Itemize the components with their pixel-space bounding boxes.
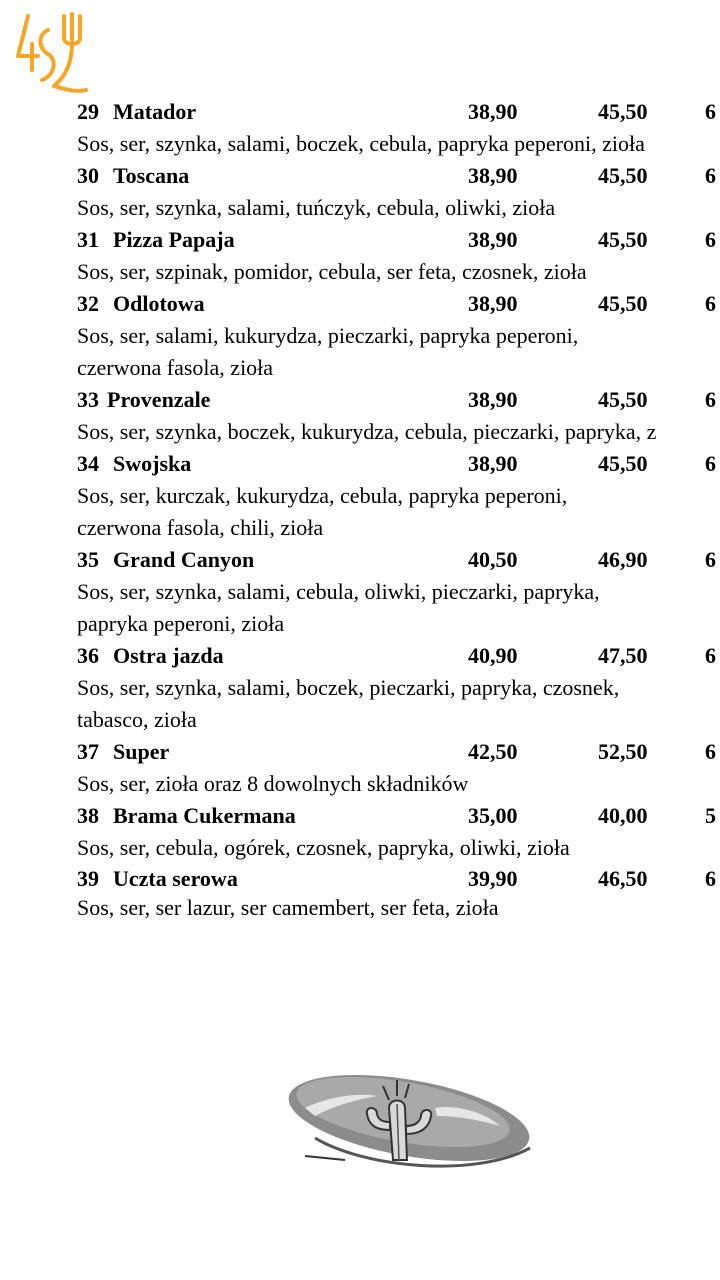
price-large: 6 — [705, 99, 716, 124]
price-small: 40,50 — [468, 547, 518, 572]
menu-item-header — [77, 640, 720, 672]
item-number: 30 — [77, 163, 99, 188]
price-small: 39,90 — [468, 866, 518, 891]
price-medium: 45,50 — [598, 163, 648, 188]
item-name: Uczta serowa — [113, 866, 238, 891]
item-name: Brama Cukermana — [113, 803, 296, 828]
menu-item-header — [77, 288, 720, 320]
menu-item-header — [77, 544, 720, 576]
price-large: 6 — [705, 866, 716, 891]
restaurant-logo-icon — [14, 10, 88, 94]
price-small: 38,90 — [468, 291, 518, 316]
price-large: 5 — [705, 803, 716, 828]
price-large: 6 — [705, 643, 716, 668]
item-description: Sos, ser, szynka, salami, boczek, cebula, papryka peperoni, zioła — [77, 131, 645, 156]
menu-item-header — [77, 448, 720, 480]
price-medium: 45,50 — [598, 291, 648, 316]
price-small: 38,90 — [468, 451, 518, 476]
item-number: 38 — [77, 803, 99, 828]
price-medium: 47,50 — [598, 643, 648, 668]
item-number: 29 — [77, 99, 99, 124]
menu-item — [77, 448, 720, 544]
price-large: 6 — [705, 227, 716, 252]
item-description: Sos, ser, szynka, salami, cebula, oliwki, pieczarki, papryka, papryka peperoni, zioła — [77, 579, 600, 636]
menu-item-header — [77, 96, 720, 128]
price-medium: 45,50 — [598, 99, 648, 124]
item-description: Sos, ser, zioła oraz 8 dowolnych składników — [77, 771, 469, 796]
item-name: Super — [113, 739, 170, 764]
item-name: Matador — [113, 99, 197, 124]
item-name: Odlotowa — [113, 291, 205, 316]
price-large: 6 — [705, 291, 716, 316]
price-large: 6 — [705, 451, 716, 476]
menu-item — [77, 384, 720, 448]
price-small: 38,90 — [468, 387, 518, 412]
menu-item — [77, 864, 720, 922]
menu-item — [77, 288, 720, 384]
menu-item — [77, 544, 720, 640]
menu-item-header — [77, 736, 720, 768]
item-name: Pizza Papaja — [113, 227, 235, 252]
price-small: 42,50 — [468, 739, 518, 764]
menu-item-header — [77, 384, 720, 416]
price-large: 6 — [705, 739, 716, 764]
item-number: 36 — [77, 643, 99, 668]
item-name: Grand Canyon — [113, 547, 255, 572]
item-number: 31 — [77, 227, 99, 252]
cactus-sombrero-icon — [285, 1068, 545, 1178]
price-small: 38,90 — [468, 227, 518, 252]
price-medium: 40,00 — [598, 803, 648, 828]
price-large: 6 — [705, 547, 716, 572]
item-description: Sos, ser, szpinak, pomidor, cebula, ser feta, czosnek, zioła — [77, 259, 587, 284]
price-medium: 46,90 — [598, 547, 648, 572]
item-number: 32 — [77, 291, 99, 316]
item-name: Swojska — [113, 451, 192, 476]
menu-item — [77, 96, 720, 160]
item-description: Sos, ser, szynka, boczek, kukurydza, cebula, pieczarki, papryka, z — [77, 419, 657, 444]
item-name: Ostra jazda — [113, 643, 224, 668]
price-medium: 45,50 — [598, 227, 648, 252]
item-description: Sos, ser, kurczak, kukurydza, cebula, papryka peperoni, czerwona fasola, chili, zioła — [77, 483, 568, 540]
price-medium: 45,50 — [598, 451, 648, 476]
item-number: 39 — [77, 866, 99, 891]
price-small: 38,90 — [468, 163, 518, 188]
menu-item — [77, 160, 720, 224]
price-medium: 45,50 — [598, 387, 648, 412]
menu-item-header — [77, 224, 720, 256]
price-small: 40,90 — [468, 643, 518, 668]
price-medium: 52,50 — [598, 739, 648, 764]
item-description: Sos, ser, cebula, ogórek, czosnek, papryka, oliwki, zioła — [77, 835, 570, 860]
item-description: Sos, ser, ser lazur, ser camembert, ser feta, zioła — [77, 895, 499, 920]
item-number: 35 — [77, 547, 99, 572]
menu-item-header — [77, 800, 720, 832]
price-large: 6 — [705, 163, 716, 188]
item-number: 34 — [77, 451, 99, 476]
price-large: 6 — [705, 387, 716, 412]
pizza-menu-list — [77, 96, 720, 922]
item-description: Sos, ser, salami, kukurydza, pieczarki, papryka peperoni, czerwona fasola, zioła — [77, 323, 579, 380]
menu-item — [77, 736, 720, 800]
item-name: Provenzale — [107, 387, 211, 412]
menu-item — [77, 800, 720, 864]
menu-item-header — [77, 160, 720, 192]
item-name: Toscana — [113, 163, 190, 188]
menu-item — [77, 640, 720, 736]
menu-item — [77, 224, 720, 288]
item-description: Sos, ser, szynka, salami, tuńczyk, cebula, oliwki, zioła — [77, 195, 556, 220]
menu-item-header — [77, 864, 720, 894]
price-small: 38,90 — [468, 99, 518, 124]
item-number: 33 — [77, 387, 99, 412]
price-medium: 46,50 — [598, 866, 648, 891]
item-number: 37 — [77, 739, 99, 764]
price-small: 35,00 — [468, 803, 518, 828]
item-description: Sos, ser, szynka, salami, boczek, pieczarki, papryka, czosnek, tabasco, zioła — [77, 675, 620, 732]
